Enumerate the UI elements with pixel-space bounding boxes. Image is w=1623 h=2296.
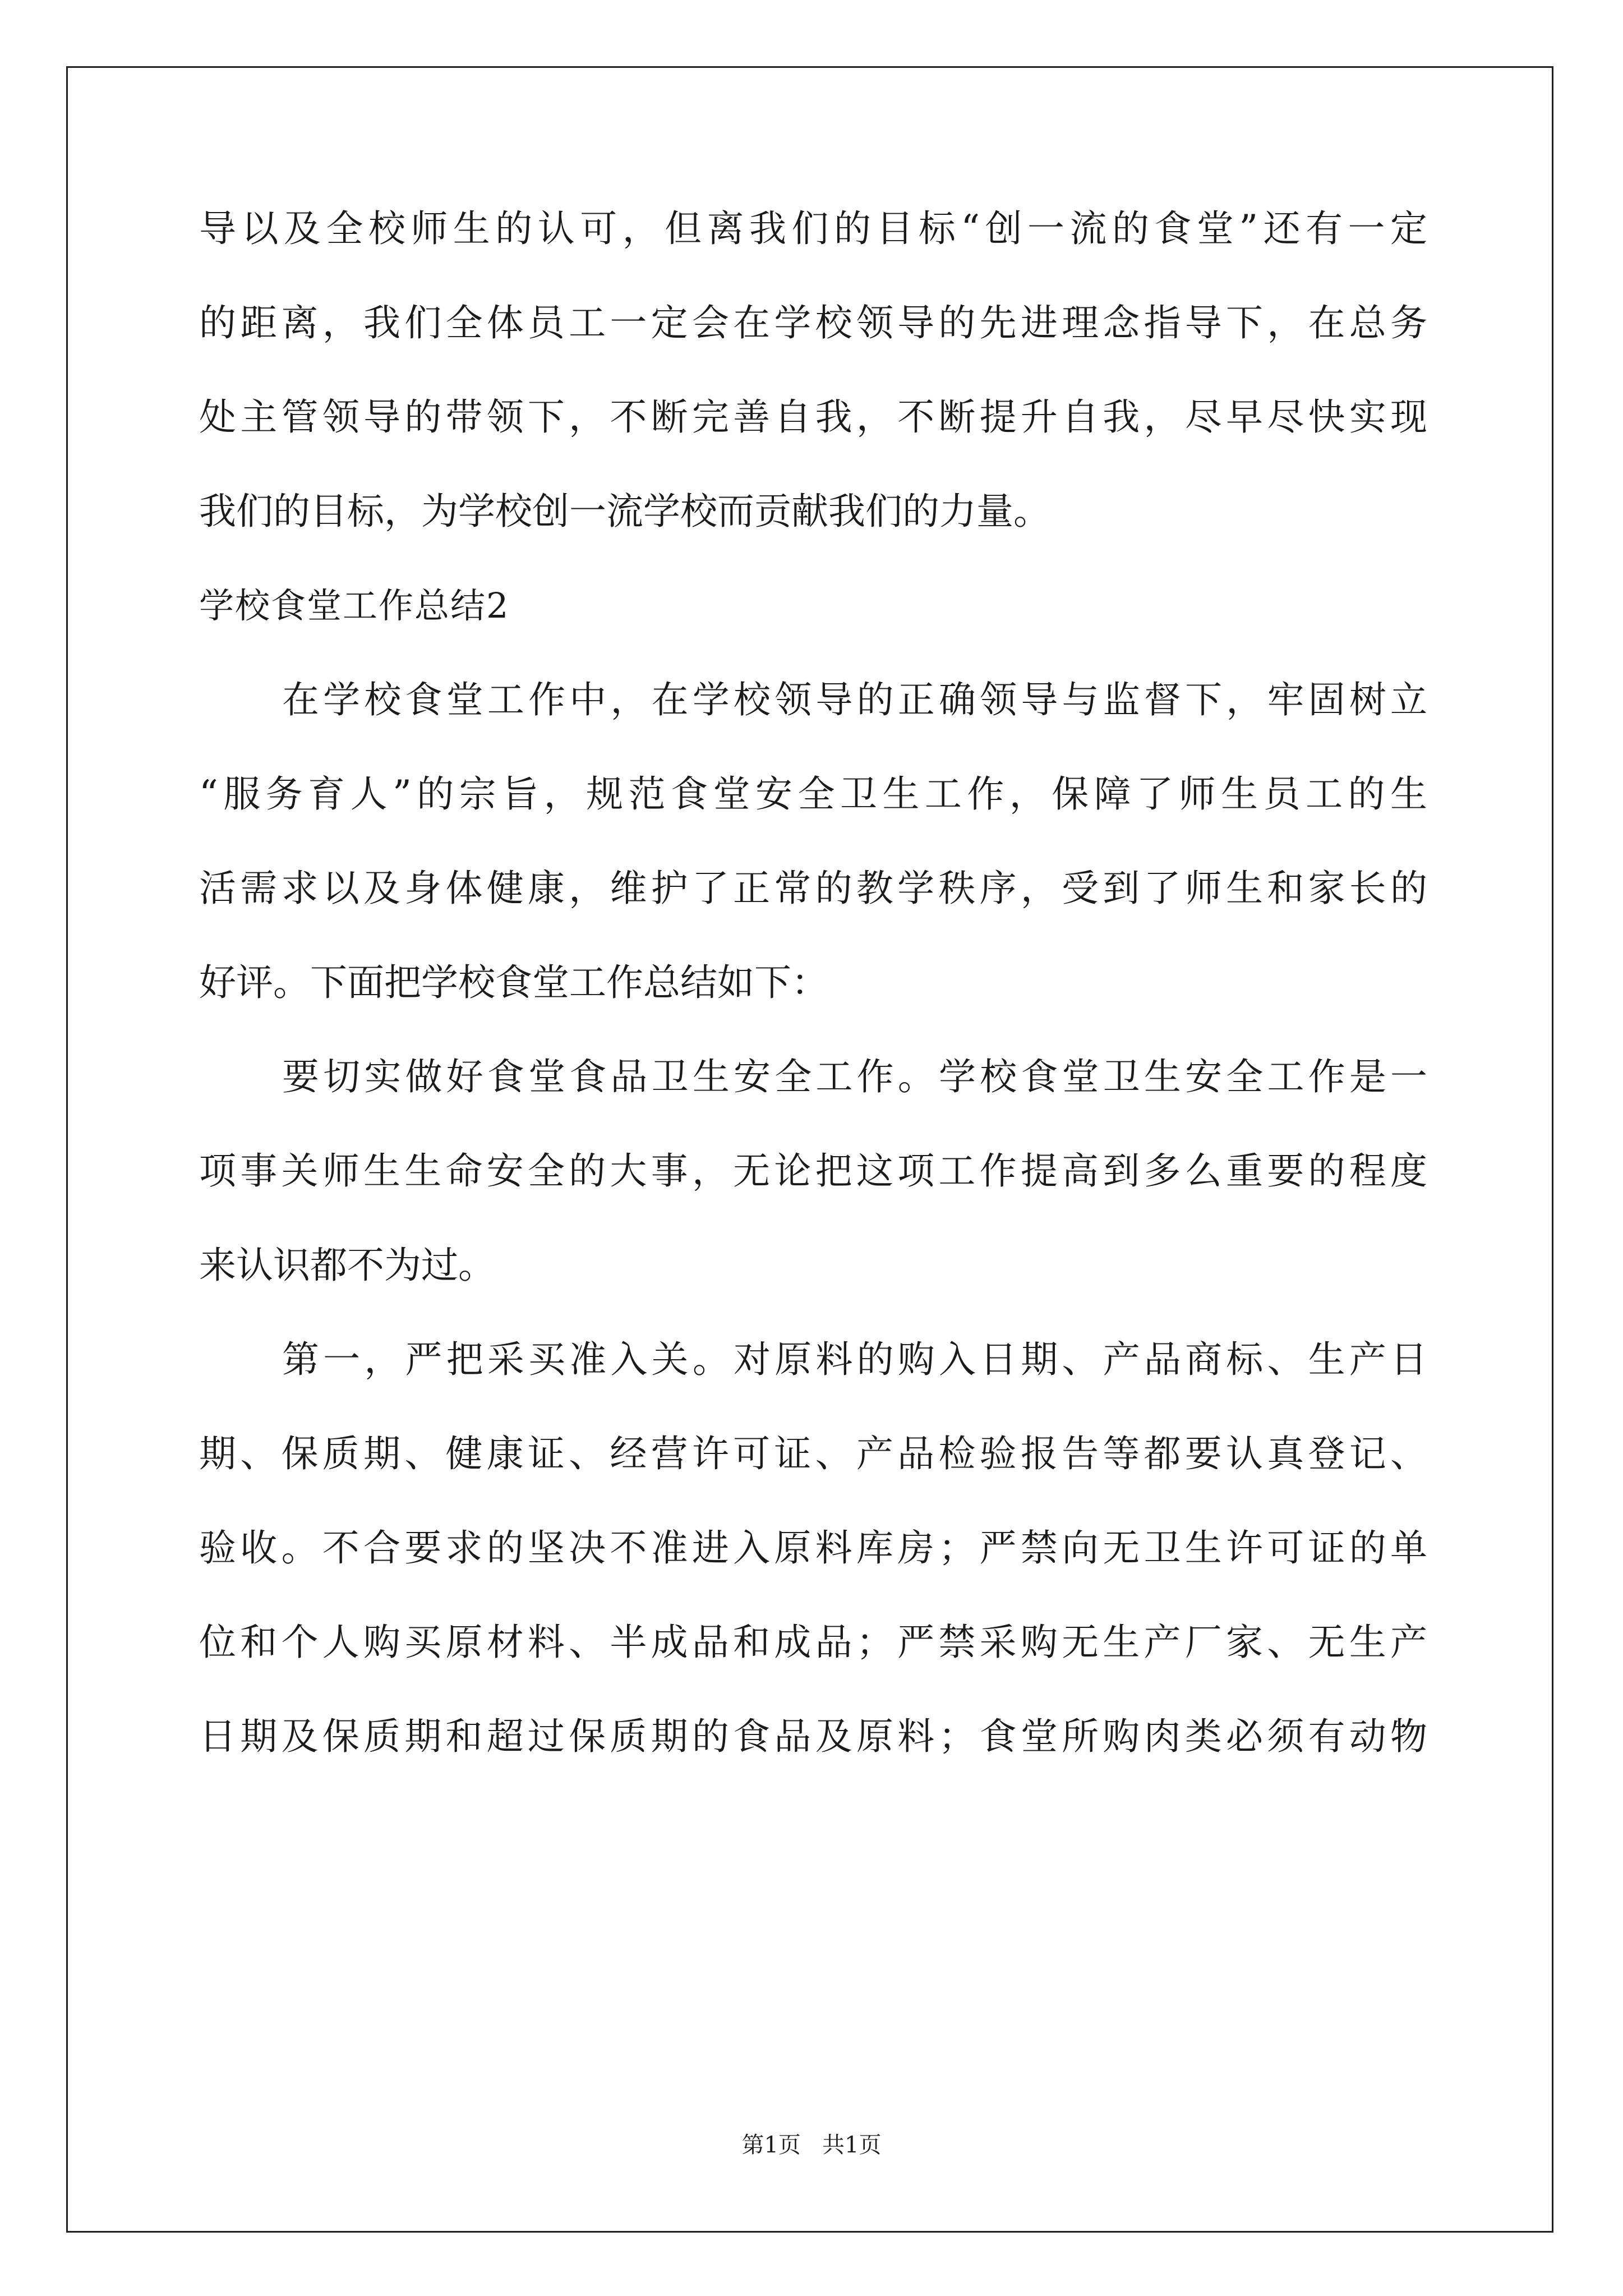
paragraph-line: 好评。下面把学校食堂工作总结如下： (199, 961, 828, 1004)
paragraph-line: 要切实做好食堂食品卫生安全工作。学校食堂卫生安全工作是一 (282, 1055, 1427, 1098)
paragraph-line: 验收。不合要求的坚决不准进入原料库房；严禁向无卫生许可证的单 (199, 1526, 1427, 1570)
paragraph-line: “服务育人”的宗旨，规范食堂安全卫生工作，保障了师生员工的生 (199, 772, 1427, 816)
page-footer: 第1页 共1页 (741, 2132, 882, 2158)
paragraph-line: 位和个人购买原材料、半成品和成品；严禁采购无生产厂家、无生产 (199, 1621, 1427, 1664)
section-heading: 学校食堂工作总结2 (199, 585, 510, 626)
paragraph-line: 的距离，我们全体员工一定会在学校领导的先进理念指导下，在总务 (199, 301, 1427, 344)
paragraph-line: 我们的目标，为学校创一流学校而贡献我们的力量。 (199, 490, 1050, 533)
paragraph-line: 来认识都不为过。 (199, 1244, 495, 1287)
paragraph-line: 活需求以及身体健康，维护了正常的教学秩序，受到了师生和家长的 (199, 867, 1427, 910)
paragraph-line: 第一，严把采买准入关。对原料的购入日期、产品商标、生产日 (282, 1338, 1427, 1381)
paragraph-line: 在学校食堂工作中，在学校领导的正确领导与监督下，牢固树立 (282, 678, 1427, 721)
document-body (199, 207, 1427, 1812)
paragraph-line: 项事关师生生命安全的大事，无论把这项工作提高到多么重要的程度 (199, 1149, 1427, 1193)
paragraph-line: 期、保质期、健康证、经营许可证、产品检验报告等都要认真登记、 (199, 1432, 1427, 1475)
paragraph-line: 处主管领导的带领下，不断完善自我，不断提升自我，尽早尽快实现 (199, 395, 1427, 439)
paragraph-line: 日期及保质期和超过保质期的食品及原料；食堂所购肉类必须有动物 (199, 1715, 1427, 1758)
paragraph-line: 导以及全校师生的认可，但离我们的目标“创一流的食堂”还有一定 (199, 207, 1427, 250)
